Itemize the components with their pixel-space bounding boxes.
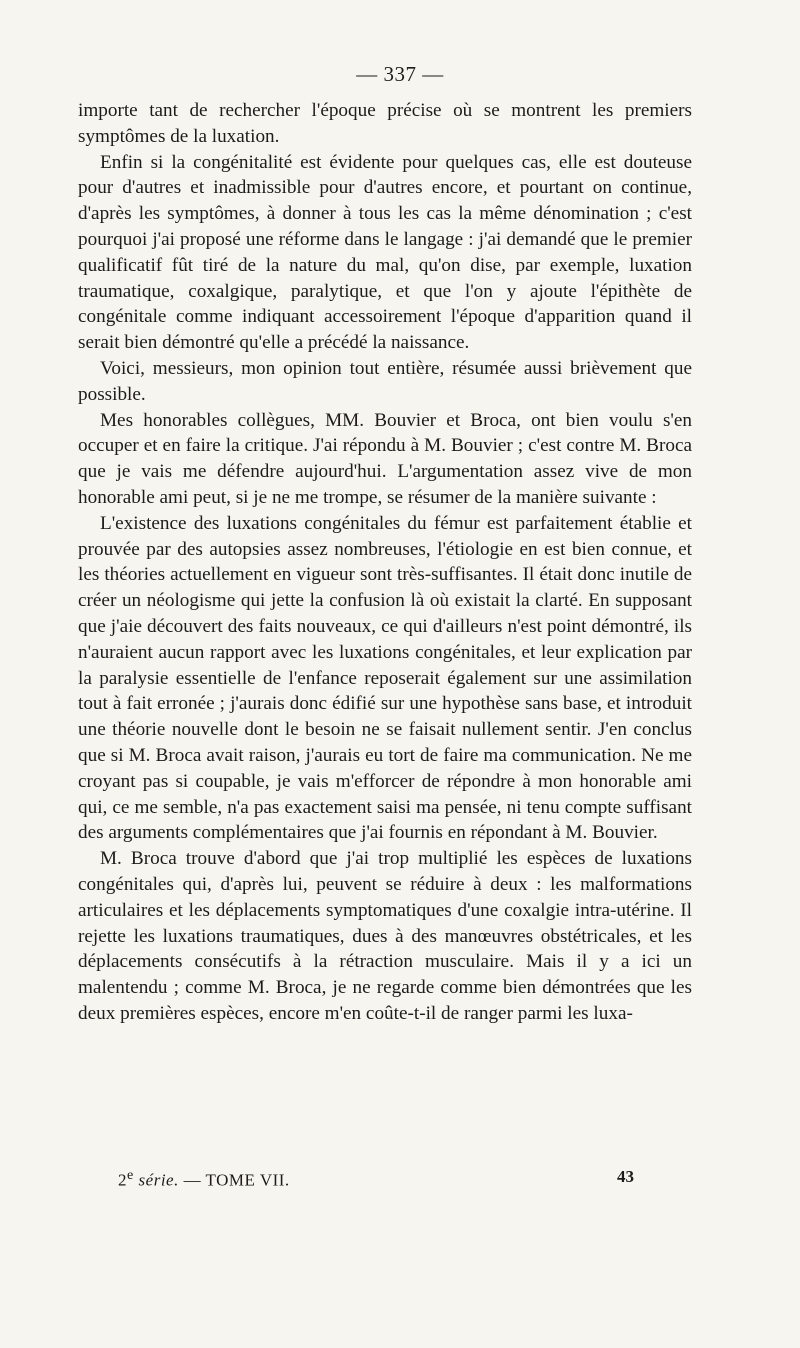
paragraph-6: M. Broca trouve d'abord que j'ai trop multiplié les espèces de luxations congénitales qui, d'après lui, peuvent se réduire à deux : les malformations articulaires et les déplacements symptomatiques d'une coxalgie intra-utérine. Il rejette les luxations traumatiques, dues à des manœuvres obstétricales, et les déplacements consécutifs à la rétraction musculaire. Mais il y a ici un malentendu ; comme M. Broca, je ne regarde comme bien démontrées que les deux premières espèces, encore m'en coûte-t-il de ranger parmi les luxa- (78, 848, 692, 1024)
paragraph-2: Enfin si la congénitalité est évidente pour quelques cas, elle est douteuse pour d'autres et inadmissible pour d'autres encore, et pourtant on continue, d'après les symptômes, à donner à tous les cas la même dénomination ; c'est pourquoi j'ai proposé une réforme dans le langage : j'ai demandé que le premier qualificatif fût tiré de la nature du mal, qu'on dise, par exemple, luxation traumatique, coxalgique, paralytique, et que l'on y ajoute l'épithète de congénitale comme indiquant accessoirement l'époque d'apparition quand il serait bien démontré qu'elle a précédé la naissance. (78, 151, 692, 354)
body-text (78, 98, 692, 1027)
tome-label: — TOME VII. (183, 1170, 290, 1190)
signature-mark: 43 (617, 1167, 634, 1186)
series-sup: e (127, 1167, 134, 1183)
series-label (118, 1167, 290, 1191)
paragraph-3: Voici, messieurs, mon opinion tout entière, résumée aussi brièvement que possible. (78, 357, 692, 405)
series-word: série. (138, 1170, 179, 1190)
series-number: 2 (118, 1170, 127, 1190)
paragraph-1: importe tant de rechercher l'époque précise où se montrent les premiers symptômes de la luxation. (78, 100, 692, 147)
page-footer (118, 1167, 634, 1191)
page-number: — 337 — (356, 62, 444, 86)
paragraph-4: Mes honorables collègues, MM. Bouvier et Broca, ont bien voulu s'en occuper et en faire la critique. J'ai répondu à M. Bouvier ; c'est contre M. Broca que je vais me défendre aujourd'hui. L'argumentation assez vive de mon honorable ami peut, si je ne me trompe, se résumer de la manière suivante : (78, 409, 692, 508)
paragraph-5: L'existence des luxations congénitales du fémur est parfaitement établie et prouvée par des autopsies assez nombreuses, l'étiologie en est bien connue, et les théories actuellement en vigueur sont très-suffisantes. Il était donc inutile de créer un néologisme qui jette la confusion là où existait la clarté. En supposant que j'aie découvert des faits nouveaux, ce qui d'ailleurs n'est point démontré, ils n'auraient aucun rapport avec les luxations congénitales, et leur explication par la paralysie essentielle de l'enfance reposerait également sur une assimilation tout à fait erronée ; j'aurais donc édifié sur une hypothèse sans base, et introduit une théorie nouvelle dont le besoin ne se faisait nullement sentir. J'en conclus que si M. Broca avait raison, j'aurais eu tort de faire ma communication. Ne me croyant pas si coupable, je vais m'efforcer de répondre à mon honorable ami qui, ce me semble, n'a pas exactement saisi ma pensée, ni tenu compte suffisant des arguments complémentaires que j'ai fournis en répondant à M. Bouvier. (78, 512, 692, 844)
